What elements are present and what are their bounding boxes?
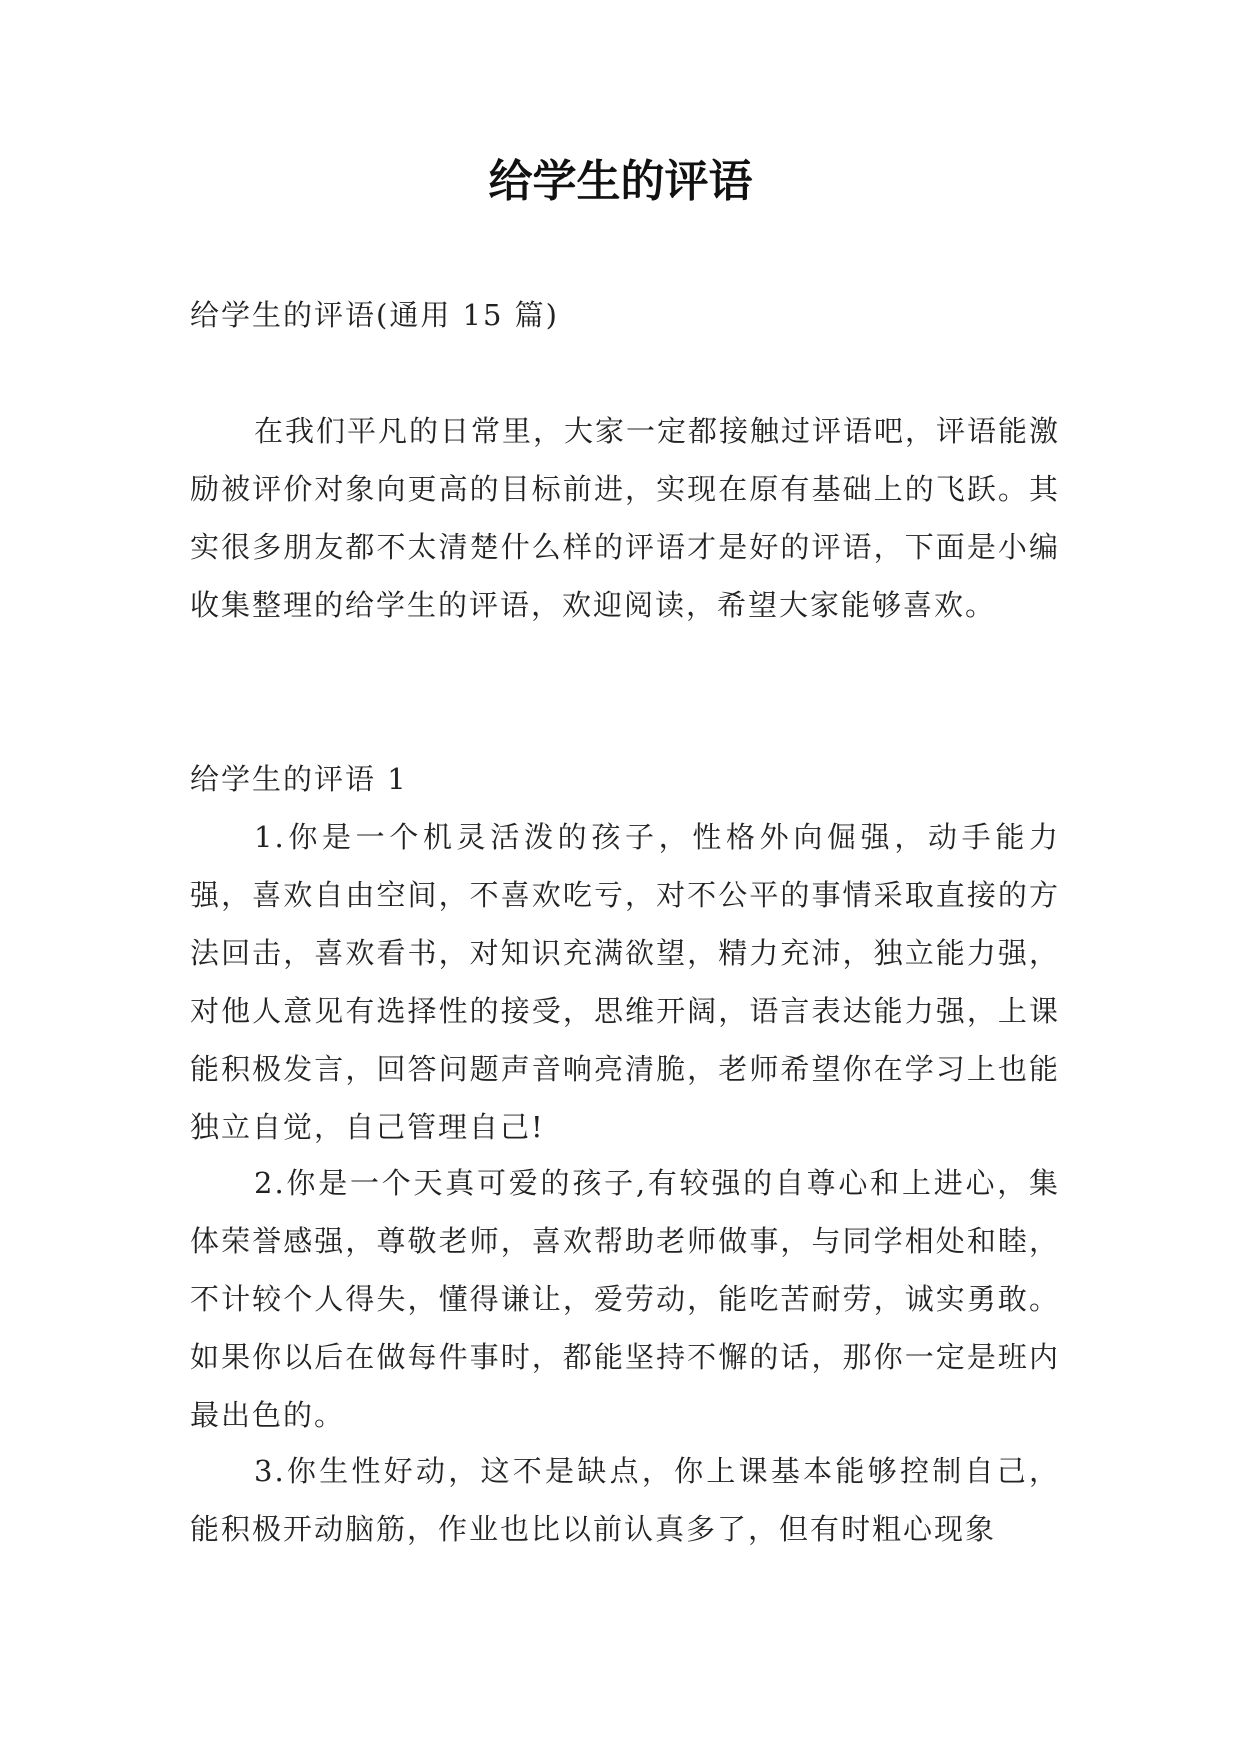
comment-item-2: 2.你是一个天真可爱的孩子,有较强的自尊心和上进心，集体荣誉感强，尊敬老师，喜欢帮助老师做事，与同学相处和睦，不计较个人得失，懂得谦让，爱劳动，能吃苦耐劳，诚实勇敢。如果你以后在做每件事时，都能坚持不懈的话，那你一定是班内最出色的。	[190, 1166, 1060, 1432]
intro-paragraph: 在我们平凡的日常里，大家一定都接触过评语吧，评语能激励被评价对象向更高的目标前进，实现在原有基础上的飞跃。其实很多朋友都不太清楚什么样的评语才是好的评语，下面是小编收集整理的给学生的评语，欢迎阅读，希望大家能够喜欢。	[190, 414, 1061, 622]
document-subtitle: 给学生的评语(通用 15 篇)	[190, 298, 559, 332]
document-title: 给学生的评语	[488, 156, 753, 207]
section-heading: 给学生的评语 1	[190, 762, 408, 796]
comment-item-3: 3.你生性好动，这不是缺点，你上课基本能够控制自己，能积极开动脑筋，作业也比以前认真多了，但有时粗心现象	[190, 1454, 1060, 1546]
comment-item-1: 1.你是一个机灵活泼的孩子，性格外向倔强，动手能力强，喜欢自由空间，不喜欢吃亏，对不公平的事情采取直接的方法回击，喜欢看书，对知识充满欲望，精力充沛，独立能力强，对他人意见有选择性的接受，思维开阔，语言表达能力强，上课能积极发言，回答问题声音响亮清脆，老师希望你在学习上也能独立自觉，自己管理自己!	[190, 820, 1060, 1144]
